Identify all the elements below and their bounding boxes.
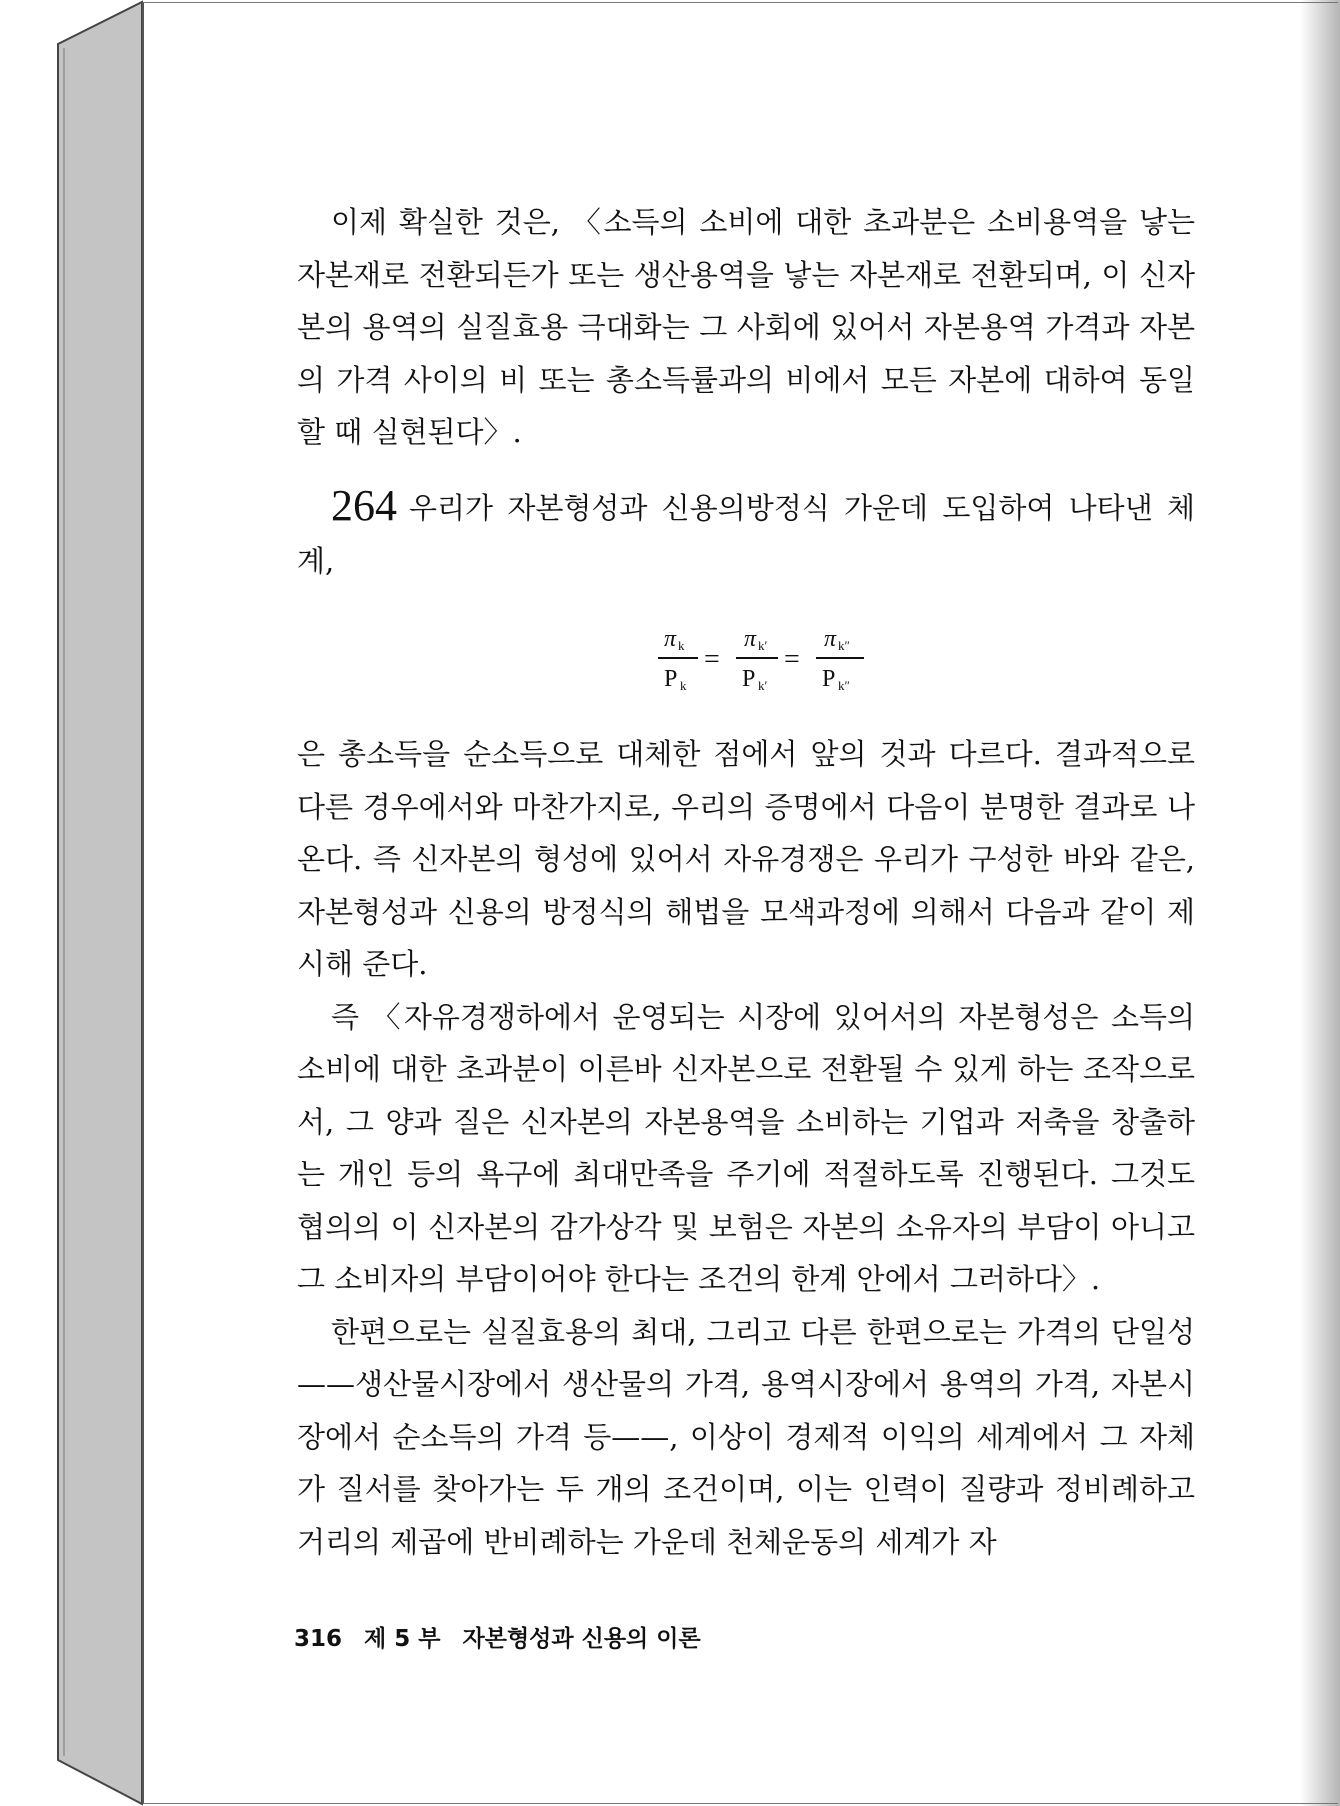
formula-num-3-sub: k″ bbox=[838, 638, 850, 653]
paragraph-4: 즉 〈자유경쟁하에서 운영되는 시장에 있어서의 자본형성은 소득의 소비에 대한 초과분이 이른바 신자본으로 전환될 수 있게 하는 조작으로서, 그 양과 질은 신자본의 자본용역을 소비하는 기업과 저축을 창출하는 개인 등의 욕구에 최대만족을 주기에 적절하도록 진행된다. 그것도 협의의 이 신자본의 감가상각 및 보험은 자본의 소유자의 부담이 아니고 그 소비자의 부담이어야 한다는 조건의 한계 안에서 그러하다〉. bbox=[297, 999, 1195, 1296]
paragraph-1: 이제 확실한 것은, 〈소득의 소비에 대한 초과분은 소비용역을 낳는 자본재로 전환되든가 또는 생산용역을 낳는 자본재로 전환되며, 이 신자본의 용역의 실질효용 극대화는 그 사회에 있어서 자본용역 가격과 자본의 가격 사이의 비 또는 총소득률과의 비에서 모든 자본에 대하여 동일할 때 실현된다〉. bbox=[297, 205, 1195, 449]
formula-num-2: π bbox=[744, 626, 757, 652]
formula-den-2: P bbox=[742, 666, 756, 692]
page-number: 316 bbox=[294, 1626, 343, 1652]
paragraph-3: 은 총소득을 순소득으로 대체한 점에서 앞의 것과 다르다. 결과적으로 다른 경우에서와 마찬가지로, 우리의 증명에서 다음이 분명한 결과로 나온다. 즉 신자본의 형성에 있어서 자유경쟁은 우리가 구성한 바와 같은, 자본형성과 신용의 방정식의 해법을 모색과정에 의해서 다음과 같이 제시해 준다. bbox=[297, 737, 1195, 981]
formula-den-2-sub: k′ bbox=[758, 678, 768, 693]
formula-num-3: π bbox=[824, 626, 837, 652]
page-edge-shadow bbox=[1300, 0, 1340, 1806]
formula-num-2-sub: k′ bbox=[758, 638, 768, 653]
formula-num-1-sub: k bbox=[678, 638, 685, 653]
footer-part: 제 5 부 bbox=[364, 1626, 441, 1652]
formula-den-3-sub: k″ bbox=[838, 678, 850, 693]
formula-den-1-sub: k bbox=[680, 678, 687, 693]
section-paragraph bbox=[297, 480, 1195, 587]
formula-den-1: P bbox=[664, 666, 678, 692]
page-footer bbox=[294, 1620, 715, 1653]
body-text-top bbox=[297, 196, 1195, 459]
paragraph-5: 한편으로는 실질효용의 최대, 그리고 다른 한편으로는 가격의 단일성——생산물시장에서 생산물의 가격, 용역시장에서 용역의 가격, 자본시장에서 순소득의 가격 등——, 이상이 경제적 이익의 세계에서 그 자체가 질서를 찾아가는 두 개의 조건이며, 이는 인력이 질량과 정비례하고 거리의 제곱에 반비례하는 가운데 천체운동의 세계가 자 bbox=[297, 1314, 1195, 1559]
paragraph-2: 우리가 자본형성과 신용의방정식 가운데 도입하여 나타낸 체계, bbox=[297, 491, 1195, 578]
body-text-bottom bbox=[297, 728, 1195, 1568]
equation bbox=[658, 620, 898, 700]
formula-num-1: π bbox=[664, 626, 677, 652]
section-number: 264 bbox=[331, 481, 397, 530]
equals-sign-1: = bbox=[704, 644, 720, 675]
footer-title: 자본형성과 신용의 이론 bbox=[462, 1626, 701, 1652]
formula-den-3: P bbox=[822, 666, 836, 692]
equals-sign-2: = bbox=[784, 644, 800, 675]
section-264 bbox=[297, 480, 1195, 587]
